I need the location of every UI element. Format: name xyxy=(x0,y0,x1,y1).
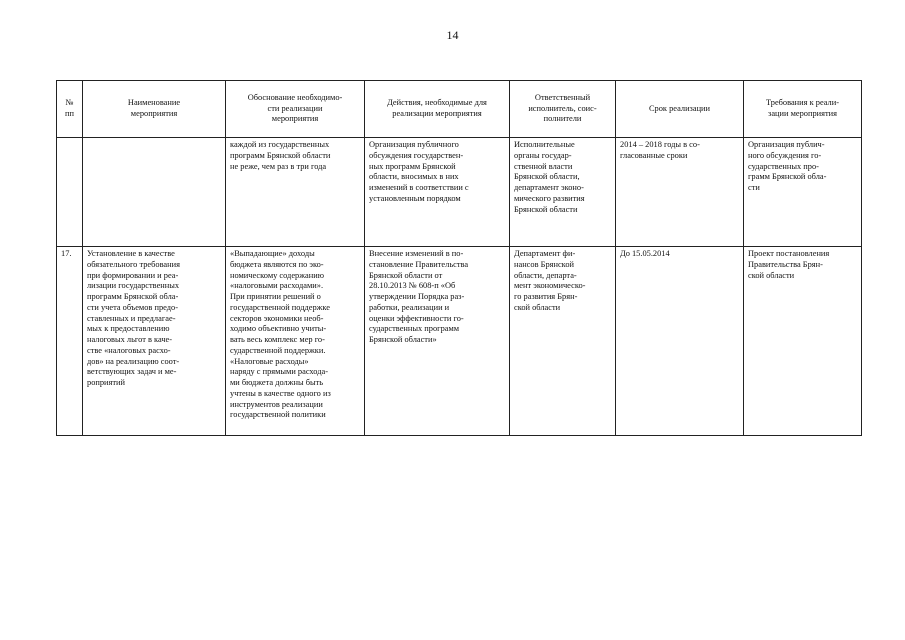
cell-responsible: Департамент фи- нансов Брянской области, департа- мент экономическо- го развития Брян- ской области xyxy=(510,247,616,436)
header-requirements: Требования к реали- зации мероприятия xyxy=(744,81,862,138)
cell-number: 17. xyxy=(57,247,83,436)
header-number: № пп xyxy=(57,81,83,138)
header-responsible: Ответственный исполнитель, соис- полнители xyxy=(510,81,616,138)
cell-responsible: Исполнительные органы государ- ственной власти Брянской области, департамент эконо- мического развития Брянской области xyxy=(510,138,616,247)
header-deadline: Срок реализации xyxy=(616,81,744,138)
cell-name xyxy=(83,138,226,247)
table-row xyxy=(57,138,862,247)
header-actions: Действия, необходимые для реализации мероприятия xyxy=(365,81,510,138)
cell-actions: Организация публичного обсуждения государствен- ных программ Брянской области, вносимых в них изменений в соответствии с установленным порядком xyxy=(365,138,510,247)
cell-deadline: 2014 – 2018 годы в со- гласованные сроки xyxy=(616,138,744,247)
table-row xyxy=(57,247,862,436)
cell-actions: Внесение изменений в по- становление Правительства Брянской области от 28.10.2013 № 608-п «Об утверждении Порядка раз- работки, реализации и оценки эффективности го- сударственных программ Брянской области» xyxy=(365,247,510,436)
cell-justification: каждой из государственных программ Брянской области не реже, чем раз в три года xyxy=(226,138,365,247)
page-number: 14 xyxy=(446,28,459,42)
cell-justification: «Выпадающие» доходы бюджета являются по эко- номическому содержанию «налоговыми расходами». При принятии решений о государственной поддержке секторов экономики необ- ходимо объективно учиты- вать весь комплекс мер го- сударственной поддержки. «Налоговые расходы» наряду с прямыми расхода- ми бюджета должны быть учтены в качестве одного из инструментов реализации государственной политики xyxy=(226,247,365,436)
cell-name: Установление в качестве обязательного требования при формировании и реа- лизации государственных программ Брянской обла- сти учета объемов предо- ставленных и предлагае- мых к предоставлению налоговых льгот в каче- стве «налоговых расхо- дов» на реализацию соот- ветствующих задач и ме- роприятий xyxy=(83,247,226,436)
table-header-row xyxy=(57,81,862,138)
header-name: Наименование мероприятия xyxy=(83,81,226,138)
cell-requirements: Проект постановления Правительства Брян- ской области xyxy=(744,247,862,436)
header-justification: Обоснование необходимо- сти реализации мероприятия xyxy=(226,81,365,138)
cell-deadline: До 15.05.2014 xyxy=(616,247,744,436)
cell-requirements: Организация публич- ного обсуждения го- сударственных про- грамм Брянской обла- сти xyxy=(744,138,862,247)
measures-table xyxy=(56,80,862,436)
cell-number xyxy=(57,138,83,247)
